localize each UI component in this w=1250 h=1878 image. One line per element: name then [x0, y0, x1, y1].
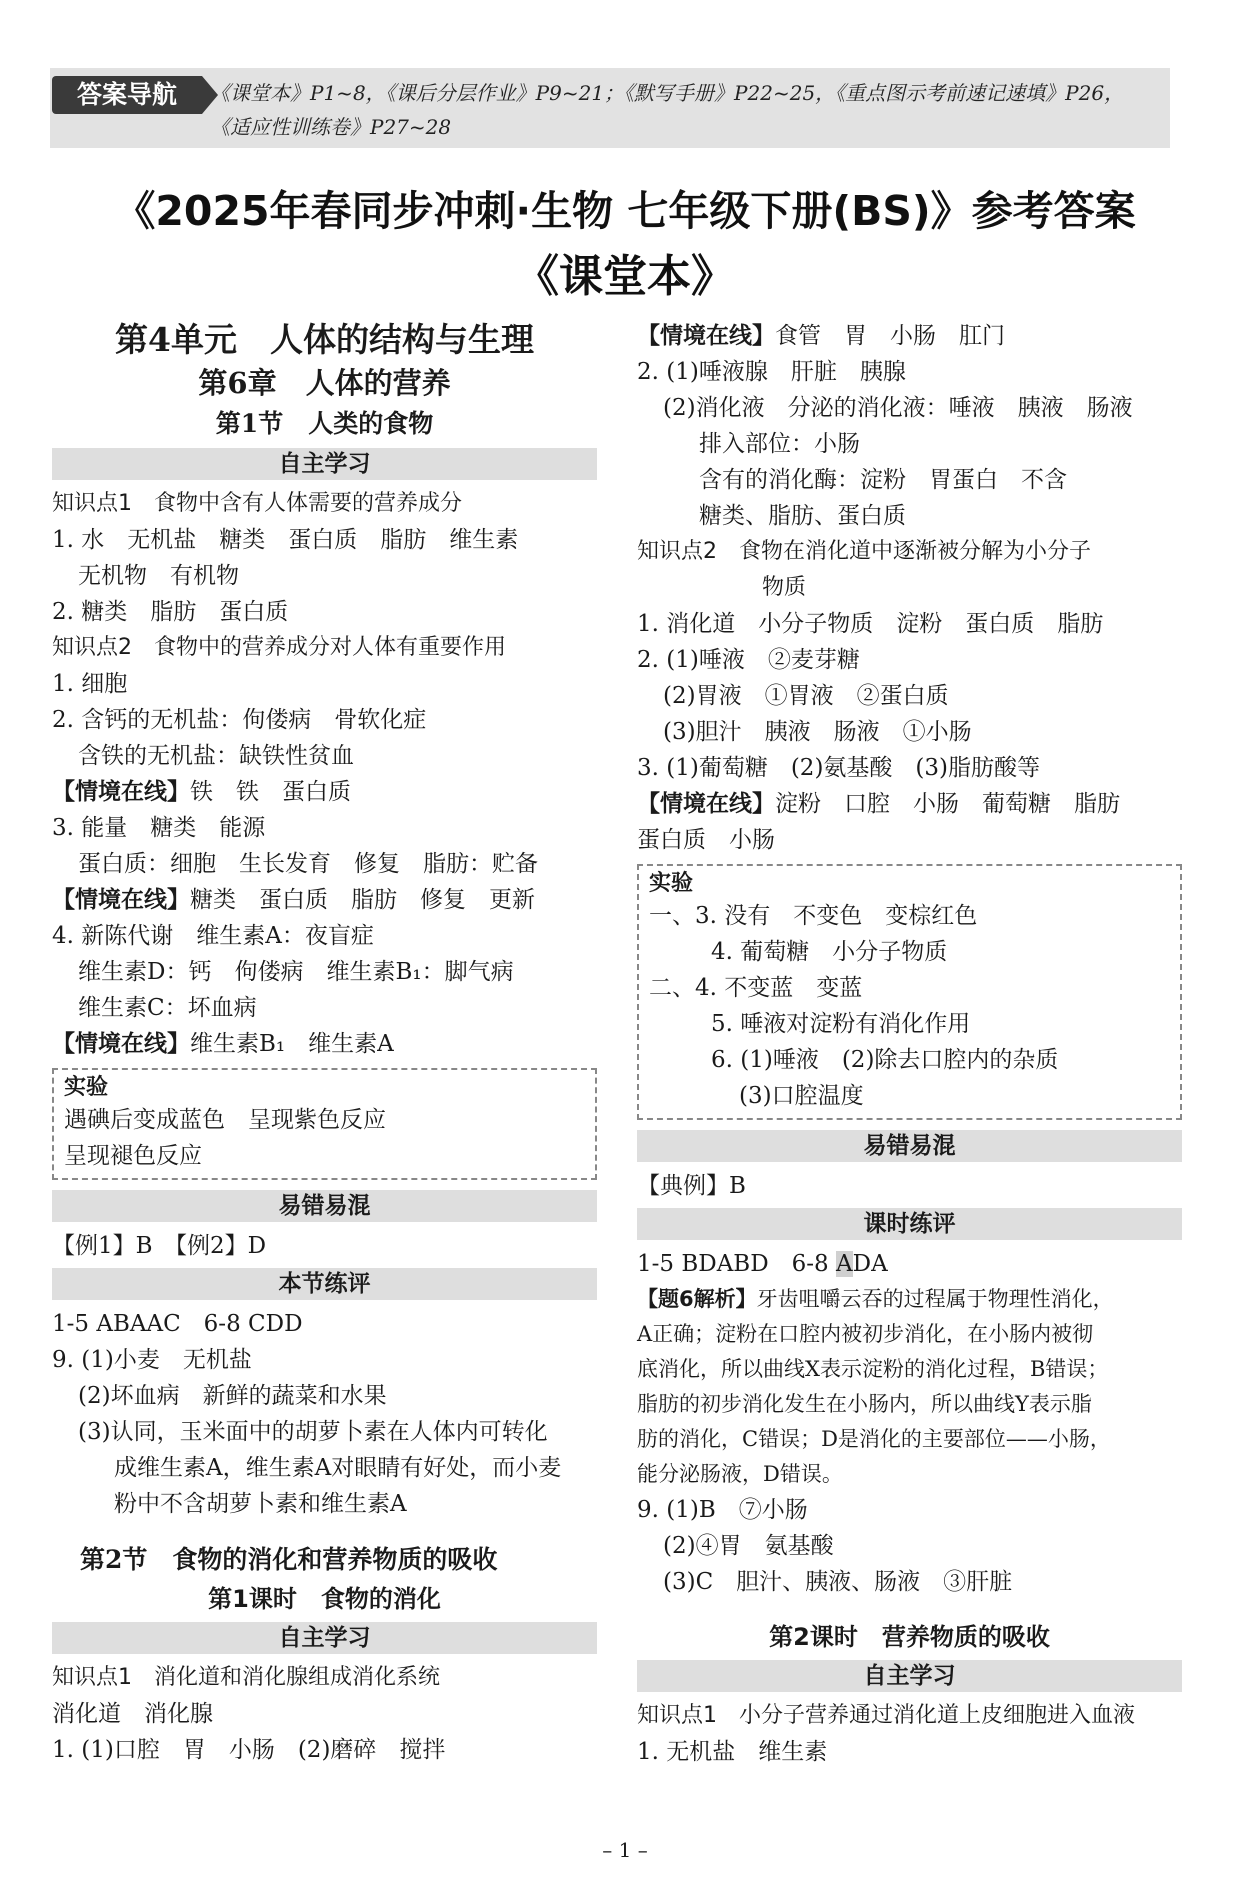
answer-nav-text — [210, 76, 1180, 144]
answer-line: 1. 细胞 — [52, 671, 128, 697]
answer-line — [637, 1246, 1182, 1282]
answer-line: 1. 水 无机盐 糖类 蛋白质 脂肪 维生素 — [52, 527, 519, 553]
answer-line: 排入部位：小肠 — [699, 431, 860, 457]
context-line — [637, 318, 1182, 354]
answer-line: 2. (1)唾液 ②麦芽糖 — [637, 647, 860, 673]
analysis-tag: 【题6解析】 — [637, 1287, 757, 1311]
answer-line: 9. (1)小麦 无机盐 — [52, 1347, 252, 1373]
answer-line: 2. (1)唾液腺 肝脏 胰腺 — [637, 359, 906, 385]
answer-line: 糖类、脂肪、蛋白质 — [699, 503, 906, 529]
zizhu-bar: 自主学习 — [52, 448, 597, 480]
context-line — [52, 882, 597, 918]
chapter-heading: 第6章 人体的营养 — [198, 366, 451, 400]
example-line: 【典例】B — [637, 1173, 746, 1199]
answer-line: 1. (1)口腔 胃 小肠 (2)磨碎 搅拌 — [52, 1737, 446, 1763]
context-tag: 【情境在线】 — [52, 887, 190, 913]
analysis-text: 牙齿咀嚼云吞的过程属于物理性消化， — [756, 1287, 1114, 1311]
page-title: 《2025年春同步冲刺·生物 七年级下册(BS)》参考答案 — [114, 187, 1136, 235]
answer-line: 遇碘后变成蓝色 呈现紫色反应 — [64, 1107, 386, 1133]
answer-line: (3)C 胆汁、胰液、肠液 ③肝脏 — [663, 1569, 1013, 1595]
answer-line: 含铁的无机盐：缺铁性贫血 — [78, 743, 354, 769]
knowledge-point: 知识点1 消化道和消化腺组成消化系统 — [52, 1665, 440, 1690]
answer-line: (3)口腔温度 — [739, 1083, 864, 1109]
benjie-bar: 本节练评 — [52, 1268, 597, 1300]
answer-line: 粉中不含胡萝卜素和维生素A — [114, 1491, 407, 1517]
answer-line: 4. 葡萄糖 小分子物质 — [711, 939, 948, 965]
answer-part: DA — [852, 1251, 888, 1277]
nav-line-1: 《课堂本》P1~8，《课后分层作业》P9~21；《默写手册》P22~25，《重点图示考前速记速填》P26， — [210, 81, 1125, 105]
answer-line: 3. (1)葡萄糖 (2)氨基酸 (3)脂肪酸等 — [637, 755, 1040, 781]
page-subtitle: 《课堂本》 — [515, 251, 735, 302]
experiment-label: 实验 — [64, 1075, 109, 1100]
context-line — [52, 774, 597, 810]
nav-line-2: 《适应性训练卷》P27~28 — [210, 115, 452, 139]
answer-line: 2. 糖类 脂肪 蛋白质 — [52, 599, 289, 625]
experiment-label: 实验 — [649, 871, 694, 896]
context-text: 维生素B₁ 维生素A — [190, 1031, 394, 1057]
knowledge-point: 知识点1 食物中含有人体需要的营养成分 — [52, 491, 462, 516]
context-text: 糖类 蛋白质 脂肪 修复 更新 — [190, 887, 535, 913]
context-text: 淀粉 口腔 小肠 葡萄糖 脂肪 — [775, 791, 1120, 817]
analysis-line: 肪的消化，C错误；D是消化的主要部位——小肠， — [637, 1427, 1111, 1451]
answer-line: 1. 消化道 小分子物质 淀粉 蛋白质 脂肪 — [637, 611, 1104, 637]
answer-line: 维生素C：坏血病 — [78, 995, 257, 1021]
answer-highlight: A — [836, 1251, 853, 1277]
context-line — [637, 786, 1182, 822]
analysis-line: 能分泌肠液，D错误。 — [637, 1462, 843, 1486]
analysis-line: 底消化，所以曲线X表示淀粉的消化过程，B错误； — [637, 1357, 1109, 1381]
knowledge-point: 知识点2 食物中的营养成分对人体有重要作用 — [52, 635, 506, 660]
answer-line: (2)消化液 分泌的消化液：唾液 胰液 肠液 — [663, 395, 1133, 421]
example-line: 【例1】B 【例2】D — [52, 1233, 267, 1259]
keshi-bar: 课时练评 — [637, 1208, 1182, 1240]
analysis-line — [637, 1282, 1182, 1317]
answer-line: (2)胃液 ①胃液 ②蛋白质 — [663, 683, 949, 709]
answer-line: 二、4. 不变蓝 变蓝 — [649, 975, 863, 1001]
section-heading: 第1节 人类的食物 — [215, 409, 434, 438]
answer-line: 蛋白质 小肠 — [637, 827, 775, 853]
answer-nav-badge: 答案导航 — [52, 76, 202, 114]
context-tag: 【情境在线】 — [637, 791, 775, 817]
answer-line: 6. (1)唾液 (2)除去口腔内的杂质 — [711, 1047, 1059, 1073]
knowledge-point: 知识点1 小分子营养通过消化道上皮细胞进入血液 — [637, 1703, 1135, 1728]
lesson-heading: 第1课时 食物的消化 — [208, 1585, 441, 1613]
context-line — [52, 1026, 597, 1062]
unit-heading: 第4单元 人体的结构与生理 — [115, 320, 534, 359]
section-heading: 第2节 食物的消化和营养物质的吸收 — [80, 1545, 498, 1574]
answer-part: 1-5 BDABD 6-8 — [637, 1251, 836, 1277]
page-number: – 1 – — [602, 1838, 648, 1862]
analysis-line: A正确；淀粉在口腔内被初步消化，在小肠内被彻 — [637, 1322, 1094, 1346]
context-tag: 【情境在线】 — [637, 323, 775, 349]
context-text: 铁 铁 蛋白质 — [190, 779, 351, 805]
answer-line: (3)认同，玉米面中的胡萝卜素在人体内可转化 — [78, 1419, 548, 1445]
answer-line: 5. 唾液对淀粉有消化作用 — [711, 1011, 971, 1037]
answer-line: 3. 能量 糖类 能源 — [52, 815, 266, 841]
context-tag: 【情境在线】 — [52, 1031, 190, 1057]
answer-line: 1-5 ABAAC 6-8 CDD — [52, 1311, 303, 1337]
knowledge-point-cont: 物质 — [762, 575, 807, 600]
experiment-box — [52, 1068, 597, 1180]
answer-line: 消化道 消化腺 — [52, 1701, 213, 1727]
answer-line: 9. (1)B ⑦小肠 — [637, 1497, 808, 1523]
answer-line: 4. 新陈代谢 维生素A：夜盲症 — [52, 923, 374, 949]
right-column — [637, 318, 1182, 1770]
answer-line: (2)④胃 氨基酸 — [663, 1533, 834, 1559]
answer-line: 呈现褪色反应 — [64, 1143, 202, 1169]
context-tag: 【情境在线】 — [52, 779, 190, 805]
answer-line: 2. 含钙的无机盐：佝偻病 骨软化症 — [52, 707, 427, 733]
context-text: 食管 胃 小肠 肛门 — [775, 323, 1005, 349]
left-column — [52, 318, 597, 1768]
answer-line: (2)坏血病 新鲜的蔬菜和水果 — [78, 1383, 387, 1409]
answer-line: 1. 无机盐 维生素 — [637, 1739, 828, 1765]
answer-line: 一、3. 没有 不变色 变棕红色 — [649, 903, 978, 929]
zizhu-bar: 自主学习 — [637, 1660, 1182, 1692]
answer-line: 维生素D：钙 佝偻病 维生素B₁：脚气病 — [78, 959, 514, 985]
answer-line: 无机物 有机物 — [78, 563, 239, 589]
answer-line: 成维生素A，维生素A对眼睛有好处，而小麦 — [114, 1455, 562, 1481]
knowledge-point: 知识点2 食物在消化道中逐渐被分解为小分子 — [637, 539, 1091, 564]
lesson-heading: 第2课时 营养物质的吸收 — [769, 1623, 1050, 1651]
yicuo-bar: 易错易混 — [52, 1190, 597, 1222]
analysis-line: 脂肪的初步消化发生在小肠内，所以曲线Y表示脂 — [637, 1392, 1092, 1416]
yicuo-bar: 易错易混 — [637, 1130, 1182, 1162]
answer-line: 蛋白质：细胞 生长发育 修复 脂肪：贮备 — [78, 851, 538, 877]
zizhu-bar: 自主学习 — [52, 1622, 597, 1654]
answer-line: (3)胆汁 胰液 肠液 ①小肠 — [663, 719, 972, 745]
answer-line: 含有的消化酶：淀粉 胃蛋白 不含 — [699, 467, 1067, 493]
experiment-box — [637, 864, 1182, 1120]
